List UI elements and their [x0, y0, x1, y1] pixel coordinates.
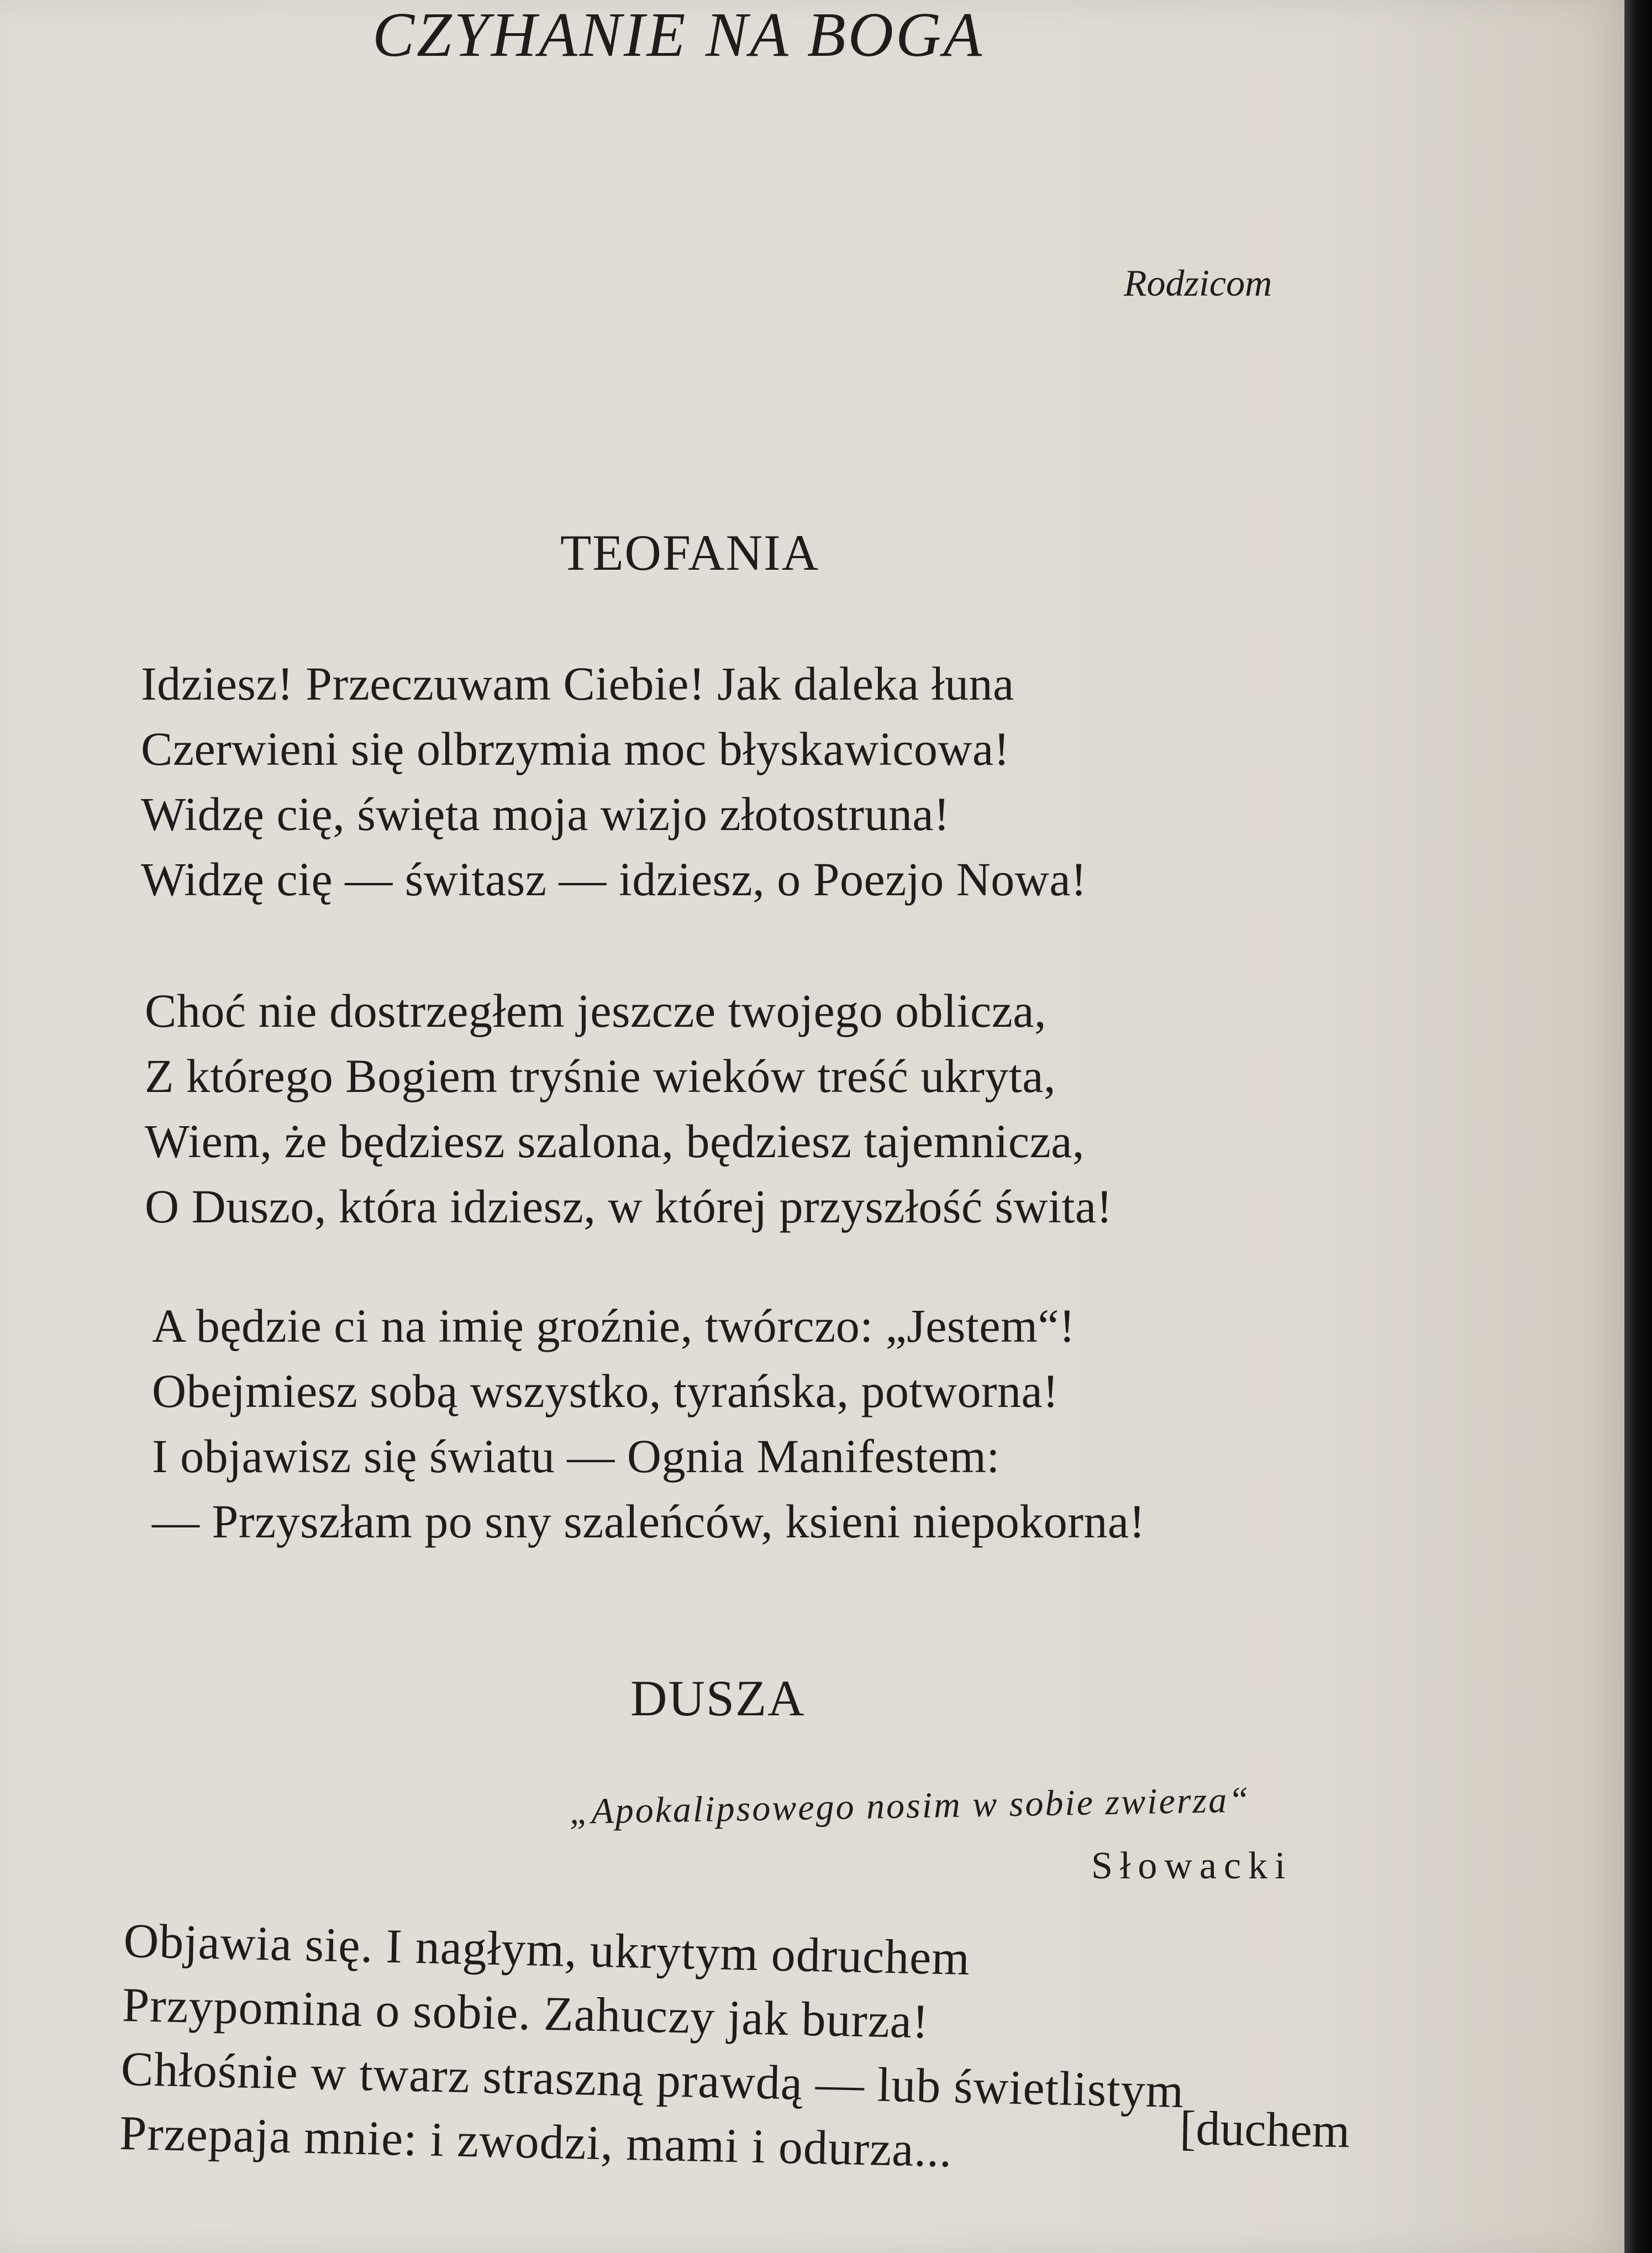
poem-line: Widzę cię, święta moja wizjo złotostruna! [141, 787, 950, 841]
book-spine-edge [1624, 0, 1652, 2253]
poem-title-dusza: DUSZA [630, 1670, 806, 1726]
poem-line: Obejmiesz sobą wszystko, tyrańska, potworna! [152, 1364, 1059, 1417]
poem-line: Z którego Bogiem tryśnie wieków treść ukryta, [145, 1049, 1056, 1102]
poem-title-teofania: TEOFANIA [560, 524, 820, 581]
poem-line: Objawia się. I nagłym, ukrytym odruchem [123, 1914, 971, 1986]
poem-line: Przepaja mnie: i zwodzi, mami i odurza... [119, 2106, 953, 2178]
poem-line: I objawisz się światu — Ognia Manifestem: [152, 1430, 1000, 1483]
dusza-stanza-1 [119, 1909, 1187, 2188]
dedication: Rodzicom [1124, 262, 1272, 304]
poem-line: Przypomina o sobie. Zahuczy jak burza! [122, 1978, 930, 2049]
line-continuation: [duchem [1179, 2102, 1350, 2159]
poem-line: Wiem, że będziesz szalona, będziesz tajemnicza, [145, 1115, 1085, 1168]
poem-line: Choć nie dostrzegłem jeszcze twojego oblicza, [145, 984, 1046, 1037]
book-title: CZYHANIE NA BOGA [372, 0, 984, 70]
poem-line: A będzie ci na imię groźnie, twórczo: „Jestem“! [152, 1299, 1076, 1352]
teofania-stanza-2 [145, 978, 1113, 1239]
poem-line: O Duszo, która idziesz, w której przyszłość świta! [145, 1180, 1113, 1233]
teofania-stanza-3 [152, 1293, 1145, 1554]
poem-line: Widzę cię — świtasz — idziesz, o Poezjo Nowa! [141, 853, 1087, 906]
epigraph-author: Słowacki [1091, 1845, 1293, 1887]
poem-line: Chłośnie w twarz straszną prawdą — lub świetlistym [120, 2042, 1185, 2119]
poem-line: — Przyszłam po sny szaleńców, ksieni niepokorna! [152, 1495, 1145, 1548]
poem-line: Czerwieni się olbrzymia moc błyskawicowa! [141, 722, 1010, 775]
poem-line: Idziesz! Przeczuwam Ciebie! Jak daleka łuna [141, 657, 1014, 710]
epigraph: „Apokalipsowego nosim w sobie zwierza“ [569, 1779, 1251, 1832]
teofania-stanza-1 [141, 651, 1087, 912]
